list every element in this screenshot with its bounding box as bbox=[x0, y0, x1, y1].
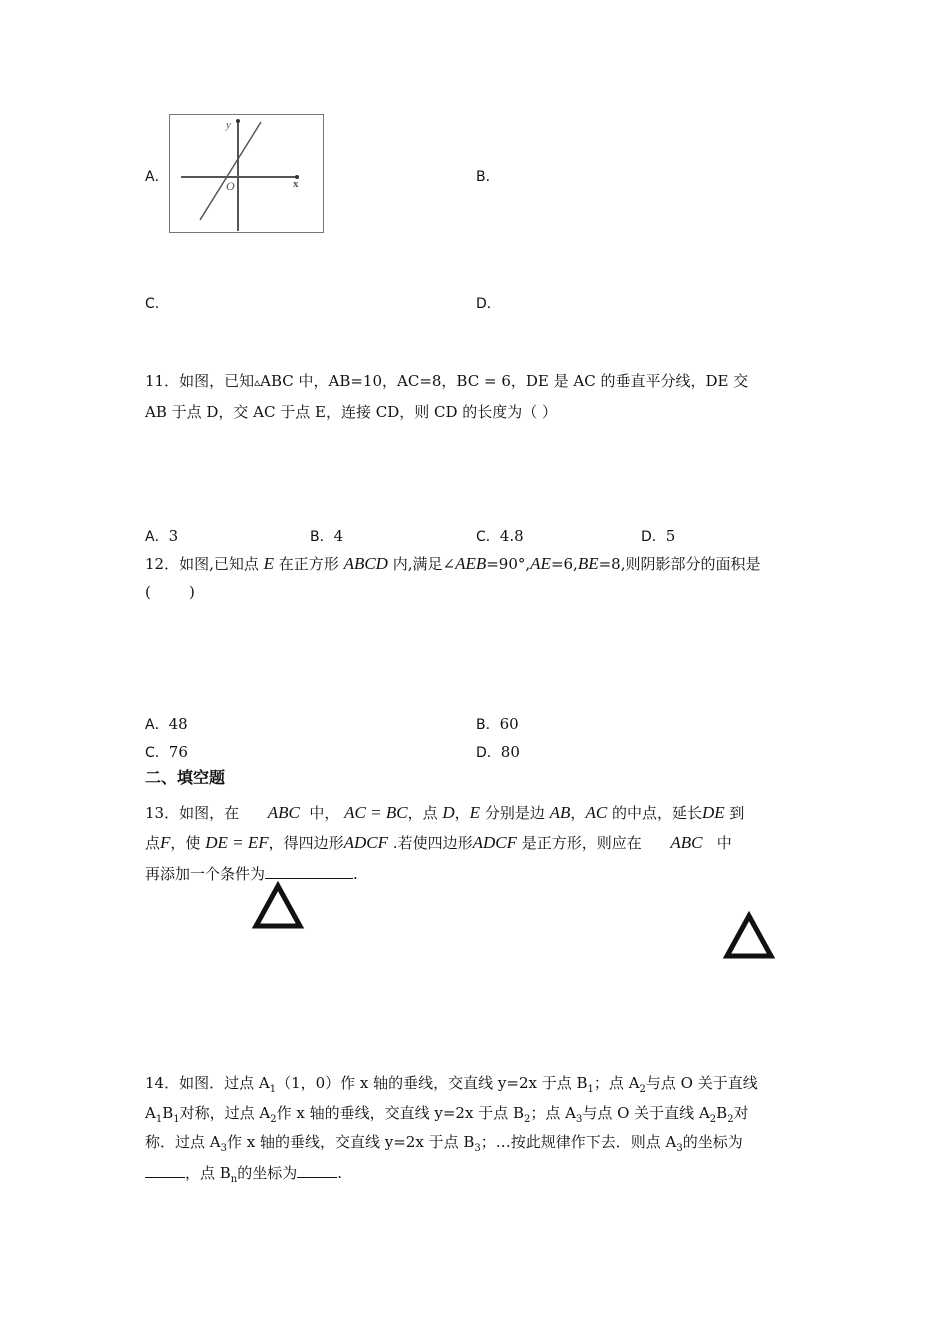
section-heading: 二、填空题 bbox=[145, 768, 226, 787]
option-b-label: B． bbox=[476, 169, 500, 185]
q13-line1: 13．如图，在 ABC 中， AC = BC，点 D，E 分别是边 AB，AC 的中点，延长DE 到 bbox=[145, 803, 745, 822]
option-d-label: D． bbox=[476, 296, 501, 312]
triangle-icon bbox=[722, 910, 776, 960]
q11-line2: AB 于点 D，交 AC 于点 E，连接 CD，则 CD 的长度为（ ） bbox=[145, 403, 558, 421]
answer-blank-a3[interactable] bbox=[145, 1163, 185, 1178]
y-axis-label: y bbox=[226, 119, 231, 131]
q11-choice-b: B．4 bbox=[310, 527, 344, 545]
q11-choice-c: C．4.8 bbox=[476, 527, 524, 545]
q11-rest: ABC 中，AB=10，AC=8，BC = 6，DE 是 AC 的垂直平分线，DE 交 bbox=[260, 372, 749, 390]
option-c-label: C． bbox=[145, 296, 169, 312]
q11-choice-a: A．3 bbox=[145, 527, 179, 545]
origin-label: O bbox=[226, 179, 235, 193]
answer-blank[interactable] bbox=[265, 864, 353, 879]
q13-line3: 再添加一个条件为 . bbox=[145, 865, 358, 883]
q14-line3: 称．过点 $A_3$作 x 轴的垂线，交直线 y=2x 于点 $B_3$；…按此规律作下去．则点 $A_3$的坐标为 bbox=[145, 1133, 743, 1154]
q14-line4: ，点 $B_n$的坐标为 . bbox=[145, 1163, 342, 1189]
q12-choice-d: D．80 bbox=[476, 743, 520, 761]
q14-line2: $A_1B_1$对称，过点 $A_2$作 x 轴的垂线，交直线 y=2x 于点 $B_2$；点 $A_3$与点 O 关于直线 $A_2B_2$对 bbox=[145, 1104, 749, 1125]
q13-line2: 点F，使 DE = EF，得四边形ADCF .若使四边形ADCF 是正方形，则应在 ABC 中 bbox=[145, 833, 732, 852]
q12-choice-c: C．76 bbox=[145, 743, 188, 761]
q11-choice-d: D．5 bbox=[641, 527, 676, 545]
q14-line1: 14．如图．过点 $A_1(1$，0）作 x 轴的垂线，交直线 y=2x 于点 $B_1$；点 $A_2$与点 O 关于直线 bbox=[145, 1074, 758, 1095]
answer-blank-bn[interactable] bbox=[297, 1163, 337, 1178]
q12-choice-a: A．48 bbox=[145, 715, 188, 733]
q12-line2: ( ) bbox=[145, 583, 195, 601]
linear-function-graph bbox=[169, 114, 325, 234]
option-a-label: A． bbox=[145, 169, 169, 185]
q11-line1 bbox=[145, 372, 748, 391]
triangle-icon bbox=[251, 880, 305, 930]
q12-line1: 12．如图,已知点 E 在正方形 ABCD 内,满足∠AEB=90°,AE=6,BE=8,则阴影部分的面积是 bbox=[145, 554, 761, 573]
q11-prefix: 11．如图，已知 bbox=[145, 372, 255, 390]
q12-choice-b: B．60 bbox=[476, 715, 519, 733]
x-axis-label: x bbox=[293, 178, 299, 190]
triangle-symbol: ▵ bbox=[254, 375, 261, 389]
